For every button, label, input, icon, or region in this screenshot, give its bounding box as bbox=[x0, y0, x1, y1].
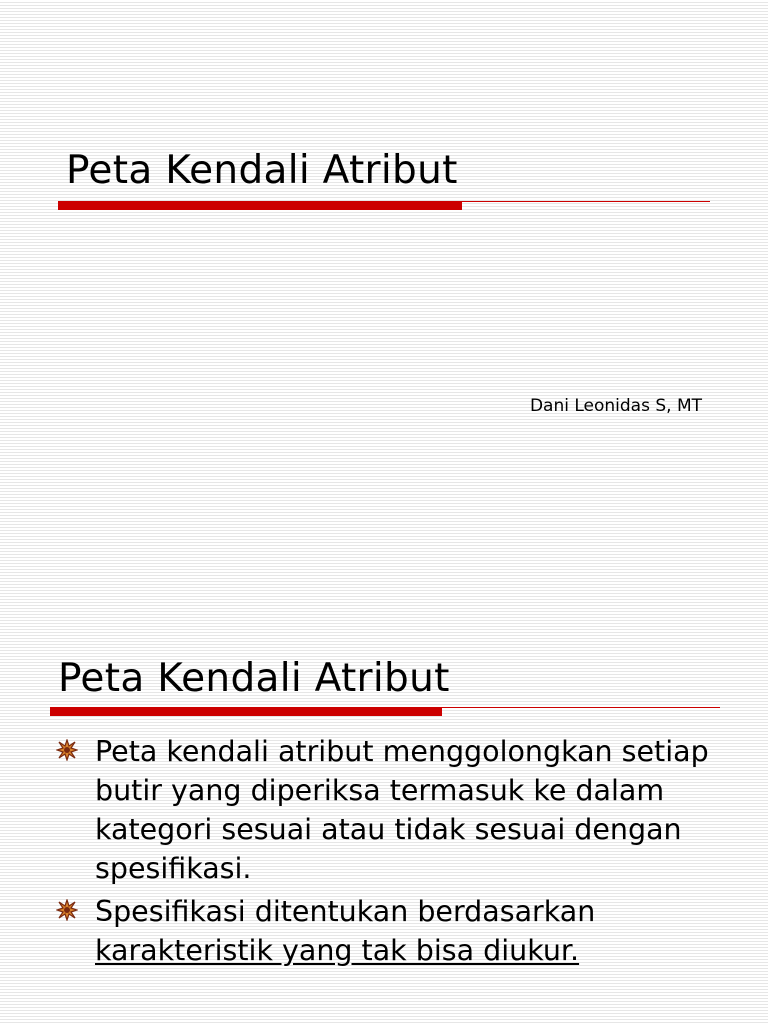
starburst-bullet-icon bbox=[56, 899, 78, 921]
title-underline-thick bbox=[58, 202, 462, 210]
bullet-item bbox=[56, 892, 736, 970]
author-name: Dani Leonidas S, MT bbox=[529, 396, 702, 416]
underlined-text: karakteristik yang tak bisa diukur. bbox=[95, 934, 580, 967]
content-slide bbox=[0, 620, 768, 1024]
title-underline-thick bbox=[50, 708, 442, 716]
bullet-text: Peta kendali atribut menggolongkan setiap butir yang diperiksa termasuk ke dalam kategori sesuai atau tidak sesuai dengan spesifikasi. bbox=[95, 735, 709, 885]
slide-title: Peta Kendali Atribut bbox=[66, 148, 458, 193]
bullet-list bbox=[56, 732, 736, 974]
slide-title: Peta Kendali Atribut bbox=[58, 656, 450, 701]
bullet-item bbox=[56, 732, 736, 888]
bullet-text: Spesifikasi ditentukan berdasarkan bbox=[95, 895, 596, 928]
starburst-bullet-icon bbox=[56, 739, 78, 761]
